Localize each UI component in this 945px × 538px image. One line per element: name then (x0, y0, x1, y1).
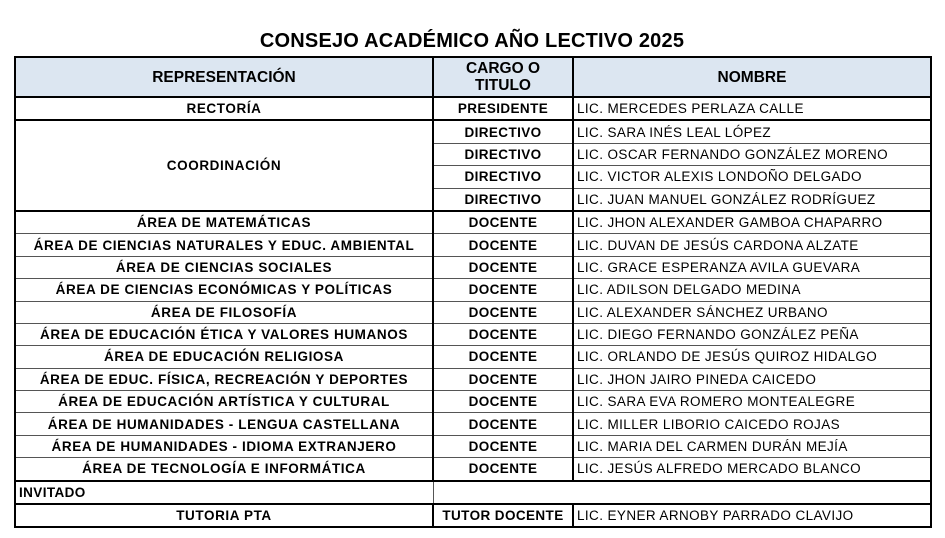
table-row-area (15, 391, 931, 413)
cell-cargo: DOCENTE (433, 323, 573, 345)
cell-cargo: DIRECTIVO (433, 143, 573, 165)
cell-nombre: LIC. JESÚS ALFREDO MERCADO BLANCO (573, 458, 931, 481)
cell-representacion: TUTORIA PTA (15, 504, 433, 527)
invitado-empty-cell (433, 481, 931, 504)
cell-representacion: ÁREA DE MATEMÁTICAS (15, 211, 433, 234)
cell-representacion: ÁREA DE EDUCACIÓN ÉTICA Y VALORES HUMANOS (15, 323, 433, 345)
cell-cargo: DOCENTE (433, 211, 573, 234)
invitado-label: INVITADO (15, 481, 433, 504)
cell-cargo: DIRECTIVO (433, 188, 573, 211)
table-row-area (15, 279, 931, 301)
header-row (15, 57, 931, 97)
cell-nombre: LIC. MARIA DEL CARMEN DURÁN MEJÍA (573, 435, 931, 457)
cell-representacion: ÁREA DE HUMANIDADES - LENGUA CASTELLANA (15, 413, 433, 435)
table-row-coordinacion (15, 120, 931, 143)
table-row-area (15, 234, 931, 256)
cell-cargo: DOCENTE (433, 435, 573, 457)
table-row-area (15, 346, 931, 368)
table-row-area (15, 301, 931, 323)
cell-cargo: PRESIDENTE (433, 97, 573, 120)
cell-representacion: ÁREA DE EDUC. FÍSICA, RECREACIÓN Y DEPORTES (15, 368, 433, 390)
cell-representacion: ÁREA DE FILOSOFÍA (15, 301, 433, 323)
cell-cargo: DIRECTIVO (433, 166, 573, 188)
cell-nombre: LIC. ALEXANDER SÁNCHEZ URBANO (573, 301, 931, 323)
cell-nombre: LIC. JHON JAIRO PINEDA CAICEDO (573, 368, 931, 390)
cell-representacion: ÁREA DE TECNOLOGÍA E INFORMÁTICA (15, 458, 433, 481)
cell-nombre: LIC. SARA INÉS LEAL LÓPEZ (573, 120, 931, 143)
cell-cargo: DOCENTE (433, 279, 573, 301)
cell-representacion: ÁREA DE CIENCIAS ECONÓMICAS Y POLÍTICAS (15, 279, 433, 301)
cell-nombre: LIC. JHON ALEXANDER GAMBOA CHAPARRO (573, 211, 931, 234)
cell-cargo: DOCENTE (433, 391, 573, 413)
cell-representacion: ÁREA DE EDUCACIÓN ARTÍSTICA Y CULTURAL (15, 391, 433, 413)
cell-nombre: LIC. OSCAR FERNANDO GONZÁLEZ MORENO (573, 143, 931, 165)
table-row-area (15, 413, 931, 435)
cell-cargo: DOCENTE (433, 301, 573, 323)
table-row-area (15, 256, 931, 278)
header-representacion: REPRESENTACIÓN (15, 57, 433, 97)
cell-nombre: LIC. MILLER LIBORIO CAICEDO ROJAS (573, 413, 931, 435)
cell-representacion: COORDINACIÓN (15, 120, 433, 211)
table-row-area (15, 435, 931, 457)
page-title: CONSEJO ACADÉMICO AÑO LECTIVO 2025 (259, 30, 685, 52)
table-row-invitado-label (15, 481, 931, 504)
table-row-area (15, 211, 931, 234)
cell-nombre: LIC. ADILSON DELGADO MEDINA (573, 279, 931, 301)
cell-nombre: LIC. DUVAN DE JESÚS CARDONA ALZATE (573, 234, 931, 256)
cell-nombre: LIC. VICTOR ALEXIS LONDOÑO DELGADO (573, 166, 931, 188)
table-row-area (15, 323, 931, 345)
cell-nombre: LIC. SARA EVA ROMERO MONTEALEGRE (573, 391, 931, 413)
cell-cargo: DOCENTE (433, 458, 573, 481)
cell-nombre: LIC. MERCEDES PERLAZA CALLE (573, 97, 931, 120)
cell-representacion: RECTORÍA (15, 97, 433, 120)
cell-cargo: DOCENTE (433, 256, 573, 278)
council-table (14, 56, 932, 528)
cell-cargo: DIRECTIVO (433, 120, 573, 143)
table-row-rectoria (15, 97, 931, 120)
cell-representacion: ÁREA DE EDUCACIÓN RELIGIOSA (15, 346, 433, 368)
cell-cargo: DOCENTE (433, 413, 573, 435)
header-nombre: NOMBRE (573, 57, 931, 97)
cell-nombre: LIC. EYNER ARNOBY PARRADO CLAVIJO (573, 504, 931, 527)
cell-representacion: ÁREA DE HUMANIDADES - IDIOMA EXTRANJERO (15, 435, 433, 457)
cell-nombre: LIC. JUAN MANUEL GONZÁLEZ RODRÍGUEZ (573, 188, 931, 211)
cell-cargo: DOCENTE (433, 234, 573, 256)
cell-nombre: LIC. GRACE ESPERANZA AVILA GUEVARA (573, 256, 931, 278)
cell-cargo: DOCENTE (433, 346, 573, 368)
cell-cargo: TUTOR DOCENTE (433, 504, 573, 527)
header-cargo: CARGO O TITULO (433, 57, 573, 97)
table-row-area (15, 458, 931, 481)
cell-representacion: ÁREA DE CIENCIAS NATURALES Y EDUC. AMBIENTAL (15, 234, 433, 256)
cell-nombre: LIC. DIEGO FERNANDO GONZÁLEZ PEÑA (573, 323, 931, 345)
table-row-area (15, 368, 931, 390)
table-row-invitado (15, 504, 931, 527)
cell-cargo: DOCENTE (433, 368, 573, 390)
cell-nombre: LIC. ORLANDO DE JESÚS QUIROZ HIDALGO (573, 346, 931, 368)
cell-representacion: ÁREA DE CIENCIAS SOCIALES (15, 256, 433, 278)
